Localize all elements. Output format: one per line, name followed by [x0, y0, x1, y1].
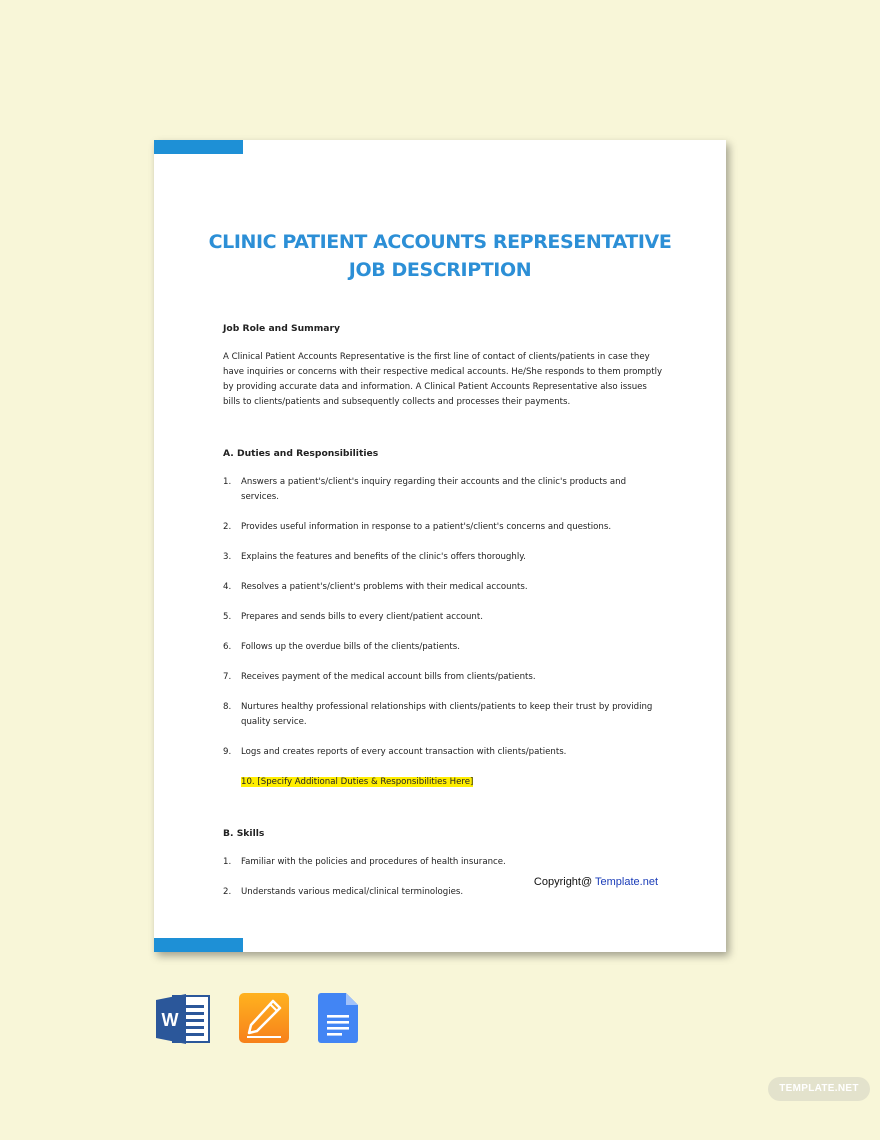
summary-heading: Job Role and Summary	[223, 323, 341, 334]
document-page	[154, 140, 726, 952]
template-net-badge[interactable]: TEMPLATE.NET	[768, 1077, 870, 1101]
item-text: Logs and creates reports of every account transaction with clients/patients.	[241, 747, 567, 757]
list-item	[223, 520, 663, 535]
bottom-accent-bar	[154, 938, 243, 952]
google-docs-icon[interactable]	[318, 993, 358, 1043]
item-number: 2.	[223, 887, 232, 897]
copyright-notice	[534, 876, 658, 888]
item-number: 9.	[223, 747, 232, 757]
item-number: 1.	[223, 857, 232, 867]
item-number: 5.	[223, 612, 232, 622]
item-text: Follows up the overdue bills of the clients/patients.	[241, 642, 461, 652]
item-number: 8.	[223, 702, 232, 712]
title-line-2: JOB DESCRIPTION	[348, 259, 532, 281]
list-item	[223, 745, 663, 760]
list-item	[223, 475, 663, 505]
item-text: Resolves a patient's/client's problems with their medical accounts.	[241, 582, 528, 592]
list-item	[223, 670, 663, 685]
item-text: Understands various medical/clinical terminologies.	[241, 887, 464, 897]
top-accent-bar	[154, 140, 243, 154]
item-text: Receives payment of the medical account bills from clients/patients.	[241, 672, 536, 682]
pages-icon[interactable]	[239, 993, 289, 1043]
list-item	[223, 640, 663, 655]
copyright-link[interactable]: Template.net	[595, 876, 658, 888]
duties-heading: A. Duties and Responsibilities	[223, 448, 379, 459]
item-text: Prepares and sends bills to every client/patient account.	[241, 612, 483, 622]
item-text: Familiar with the policies and procedures of health insurance.	[241, 857, 506, 867]
item-text: Nurtures healthy professional relationships with clients/patients to keep their trust by providing quality service.	[241, 702, 653, 727]
duties-list	[223, 475, 663, 790]
document-title	[154, 228, 726, 284]
item-text: Explains the features and benefits of the clinic's offers thoroughly.	[241, 552, 526, 562]
title-line-1: CLINIC PATIENT ACCOUNTS REPRESENTATIVE	[208, 231, 672, 253]
skills-heading: B. Skills	[223, 828, 265, 839]
item-number: 10.	[241, 777, 255, 787]
word-letter: W	[161, 1010, 179, 1030]
item-number: 3.	[223, 552, 232, 562]
item-number: 4.	[223, 582, 232, 592]
summary-paragraph: A Clinical Patient Accounts Representative is the first line of contact of clients/patients in case they have inquiries or concerns with their respective medical accounts. He/She responds to them promptly by providing accurate data and information. A Clinical Patient Accounts Representative also issues bills to clients/patients and subsequently collects and processes their payments.	[223, 352, 663, 407]
document-body	[223, 323, 663, 900]
list-item	[223, 550, 663, 565]
list-item	[223, 855, 663, 870]
item-text: [Specify Additional Duties & Responsibilities Here]	[257, 777, 474, 787]
placeholder-highlight	[241, 777, 473, 787]
list-item	[223, 700, 663, 730]
word-icon[interactable]	[156, 994, 210, 1044]
item-text: Provides useful information in response to a patient's/client's concerns and questions.	[241, 522, 612, 532]
item-text: Answers a patient's/client's inquiry regarding their accounts and the clinic's products and services.	[241, 477, 627, 502]
list-item	[223, 580, 663, 595]
item-number: 6.	[223, 642, 232, 652]
item-number: 1.	[223, 477, 232, 487]
copyright-prefix: Copyright@	[533, 876, 596, 888]
item-number: 2.	[223, 522, 232, 532]
list-item-highlighted	[223, 775, 663, 790]
item-number: 7.	[223, 672, 232, 682]
list-item	[223, 610, 663, 625]
